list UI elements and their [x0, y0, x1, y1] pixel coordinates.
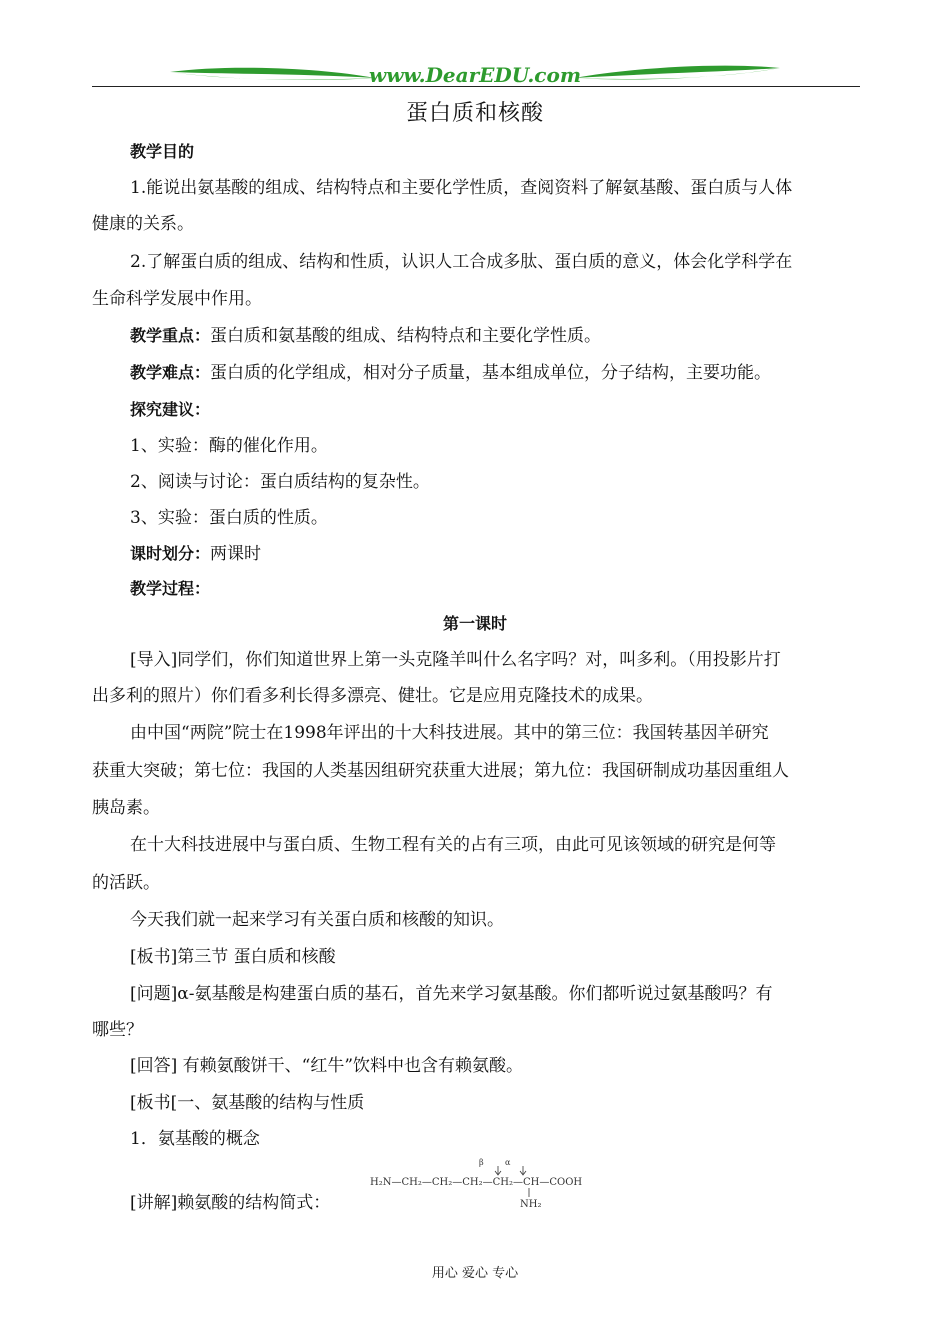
active-line-1: 在十大科技进展中与蛋白质、生物工程有关的占有三项，由此可见该领域的研究是何等: [130, 835, 776, 855]
objective-2-line-2: 生命科学发展中作用。: [92, 289, 262, 309]
progress-line-2: 获重大突破；第七位：我国的人类基因组研究获重大进展；第九位：我国研制成功基因重组人: [92, 761, 789, 781]
lysine-structure-formula: [370, 1155, 585, 1211]
beta-label: β: [479, 1158, 484, 1167]
explain-line: [讲解]赖氨酸的结构简式：: [130, 1193, 331, 1213]
logo-text: www.DearEDU.com: [368, 63, 582, 87]
difficult-label: 教学难点：: [130, 363, 211, 382]
question-line-2: 哪些？: [92, 1020, 143, 1040]
document-title: 蛋白质和核酸: [405, 101, 544, 126]
explore-heading: 探究建议：: [130, 400, 211, 419]
difficult-text: 蛋白质的化学组成，相对分子质量，基本组成单位，分子结构，主要功能。: [210, 363, 772, 383]
concept-heading: 1．氨基酸的概念: [130, 1129, 260, 1149]
active-line-2: 的活跃。: [92, 873, 160, 893]
period-text: 两课时: [210, 544, 262, 564]
explore-item-3: 3、实验：蛋白质的性质。: [130, 508, 328, 528]
key-points: [130, 324, 601, 348]
explore-item-1: 1、实验：酶的催化作用。: [130, 436, 328, 456]
intro-line-1: [导入]同学们，你们知道世界上第一头克隆羊叫什么名字吗？对，叫多利。（用投影片打: [130, 650, 781, 670]
key-text: 蛋白质和氨基酸的组成、结构特点和主要化学性质。: [210, 326, 602, 346]
board-section: [板书]第三节 蛋白质和核酸: [130, 947, 336, 967]
alpha-label: α: [505, 1158, 511, 1167]
formula-amino-group: NH₂: [520, 1199, 542, 1210]
intro-line-2: 出多利的照片）你们看多利长得多漂亮、健壮。它是应用克隆技术的成果。: [92, 686, 653, 706]
objective-2-line-1: 2.了解蛋白质的组成、结构和性质，认识人工合成多肽、蛋白质的意义，体会化学科学在: [130, 252, 793, 272]
objective-heading: 教学目的: [130, 142, 195, 161]
period-division: [130, 542, 261, 566]
header-rule: [92, 86, 860, 87]
question-line-1: [问题]α-氨基酸是构建蛋白质的基石，首先来学习氨基酸。你们都听说过氨基酸吗？有: [130, 984, 773, 1004]
progress-line-1: 由中国“两院”院士在1998年评出的十大科技进展。其中的第三位：我国转基因羊研究: [130, 723, 769, 743]
explore-item-2: 2、阅读与讨论：蛋白质结构的复杂性。: [130, 472, 430, 492]
period-label: 课时划分：: [130, 544, 211, 563]
objective-1-line-1: 1.能说出氨基酸的组成、结构特点和主要化学性质，查阅资料了解氨基酸、蛋白质与人体: [130, 178, 793, 198]
process-heading: 教学过程：: [130, 579, 211, 598]
page-footer: 用心 爱心 专心: [431, 1266, 519, 1281]
formula-main-chain: H₂N—CH₂—CH₂—CH₂—CH₂—CH—COOH: [370, 1177, 583, 1188]
key-label: 教学重点：: [130, 326, 211, 345]
progress-line-3: 胰岛素。: [92, 798, 160, 818]
objective-1-line-2: 健康的关系。: [92, 214, 194, 234]
board-structure: [板书[一、氨基酸的结构与性质: [130, 1093, 365, 1113]
difficult-points: [130, 361, 771, 385]
today-line: 今天我们就一起来学习有关蛋白质和核酸的知识。: [130, 910, 504, 930]
lesson-title: 第一课时: [442, 614, 507, 633]
answer-line: [回答] 有赖氨酸饼干、“红牛”饮料中也含有赖氨酸。: [130, 1056, 524, 1076]
